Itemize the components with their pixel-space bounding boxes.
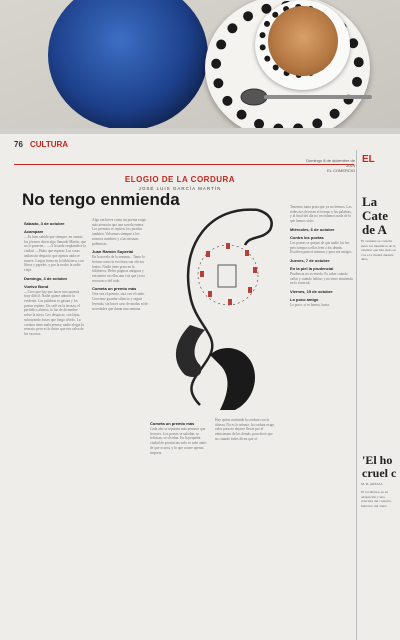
entry-title: Acampare xyxy=(24,229,44,234)
entry-text: —Es bien sabido que siempre, en cuanto los jóvenes dicen algo llamado Martín, que no lo parecen... xyxy=(24,235,86,249)
section-label: CULTURA xyxy=(30,140,69,149)
entry-date: Sábado, 3 de octubre xyxy=(24,221,65,226)
body-filler: Tanto la lectura como la escritura son oficios lentos. Nadie tiene prisa en la biblioteca. Releo páginas antiguas y encuentro en ellas una voz que ya no reconozco del todo. xyxy=(92,255,145,283)
adjacent-page xyxy=(356,150,400,640)
body-filler: Tenemos tanta prisa que ya no leemos. Las redes nos devoran el tiempo y las palabras, y al final del día no recordamos nada de lo que hemos visto. xyxy=(290,205,352,224)
entry-title: Contra los poetas xyxy=(290,234,324,240)
body-filler: Nadie quiere admitir lo evidente. Las palabras se gastan y los poetas repiten. Un café en la terraza, el periódico abierto, la luz de diciembre sobre la mesa. Leo despacio, con lápiz, subrayando frases que luego olvido. La cordura tiene mala prensa; nadie elogia lo sensato, pero es lo único que nos salva de los excesos. xyxy=(24,294,85,336)
entry-title: Juan Ramón Supertal xyxy=(92,249,134,255)
entry-title: Lo poco amigo xyxy=(290,297,319,303)
dateline xyxy=(300,158,355,173)
adjacent-text: El cantante se contaba entre los miembros de la catedral que han dado su voz a la ciudad durante años. xyxy=(361,239,396,261)
adjacent-text: El Jovellanos en su adaptación y una relectura del contexto histórico del autor. xyxy=(361,490,392,508)
text-column-5 xyxy=(290,205,354,633)
entry-title: En la piel la prudencial xyxy=(290,265,334,271)
body-filler: Los poetas se quejan de que nadie los lee, pero tampoco ellos leen a los demás. Escriben para sí mismos y para sus amigos. xyxy=(290,240,353,255)
illus-mark xyxy=(206,251,210,257)
page-number: 76 xyxy=(14,140,23,149)
text-column-4 xyxy=(215,418,275,633)
body-filler: Cada año se reparten más premios que lectores. Los poetas se saludan, se felicitan, se olvidan. En la pequeña ciudad de provincias todo se sabe antes de que ocurra, y lo que ocurre apenas importa. xyxy=(150,427,207,455)
adjacent-headline-top: La Cate de A xyxy=(362,194,388,237)
illus-mark xyxy=(200,271,204,277)
spoon xyxy=(240,88,375,106)
column-author: JOSÉ LUIS GARCÍA MARTÍN xyxy=(138,186,222,191)
column-kicker: ELOGIO DE LA CORDURA xyxy=(124,175,236,184)
entry-text: En la novela de la semana... xyxy=(92,255,133,260)
coffee-surface xyxy=(268,6,338,76)
body-filler: Otra vez el premio, otra vez el ruido. Conviene guardar silencio y seguir leyendo, sin hacer caso de modas ni de novedades que duran una semana. xyxy=(92,292,148,311)
article-headline: No tengo enmienda xyxy=(22,190,180,209)
dateline-paper: EL COMERCIO xyxy=(327,168,355,173)
body-filler: Hay quien confunde la cordura con la tibieza. No es lo mismo: la cordura exige valor para no dejarse llevar por el entusiasmo de los demás, para decir que no cuando todos dicen que sí. xyxy=(215,418,275,441)
illus-mark xyxy=(253,267,257,273)
illus-mark xyxy=(228,299,232,305)
adjacent-headline-bottom: 'El ho cruel c xyxy=(362,452,397,480)
entry-title: Vuelvo Bond xyxy=(24,283,49,289)
body-filler: Prudencia no es miedo. Es saber cuándo callar y cuándo hablar, y no tener enmienda en lo esencial. xyxy=(290,271,353,286)
adjacent-red-word: EL xyxy=(362,154,375,165)
entry-title: Cometa un premio más xyxy=(150,421,195,426)
entry-date: Domingo, 4 de octubre xyxy=(24,275,68,281)
text-column-2 xyxy=(92,218,150,633)
body-filler: Algo tan breve como un poema exige más atención que una novela entera. Los premios se repiten, los jurados también. Volvemos siempre a los mismos nombres y a las mismas polémicas. xyxy=(92,218,146,246)
text-column-1 xyxy=(24,218,86,633)
illus-mark xyxy=(208,291,212,297)
dateline-date: Domingo 8 de diciembre de 2024 xyxy=(306,158,355,168)
paper-shadow xyxy=(0,128,400,134)
entry-date: Jueves, 7 de octubre xyxy=(290,257,330,263)
illus-mark xyxy=(245,250,249,256)
text-column-3 xyxy=(150,418,210,633)
entry-date: Miércoles, 6 de octubre xyxy=(290,226,335,232)
illus-mark xyxy=(226,243,230,249)
profile-illustration xyxy=(150,205,290,415)
entry-date: Viernes, 15 de octubre xyxy=(290,289,333,295)
entry-text: —Creo que hay que hacer una apuesta muy difícil. xyxy=(24,289,80,299)
body-filler: Lo poco, si es bueno, basta. xyxy=(290,303,330,308)
adjacent-byline: M. IL ARTALL xyxy=(361,481,384,486)
entry-title: Cometa un premio más xyxy=(92,286,137,292)
body-filler: —A la tarde resplandece la ciudad. —Hubo que esperar. Las cosas andan tan despacio que apenas nada se mueve. Largas horas en la biblioteca, con libros y papeles, y por la noche la radio vieja. xyxy=(24,244,86,272)
illus-mark xyxy=(248,287,252,293)
